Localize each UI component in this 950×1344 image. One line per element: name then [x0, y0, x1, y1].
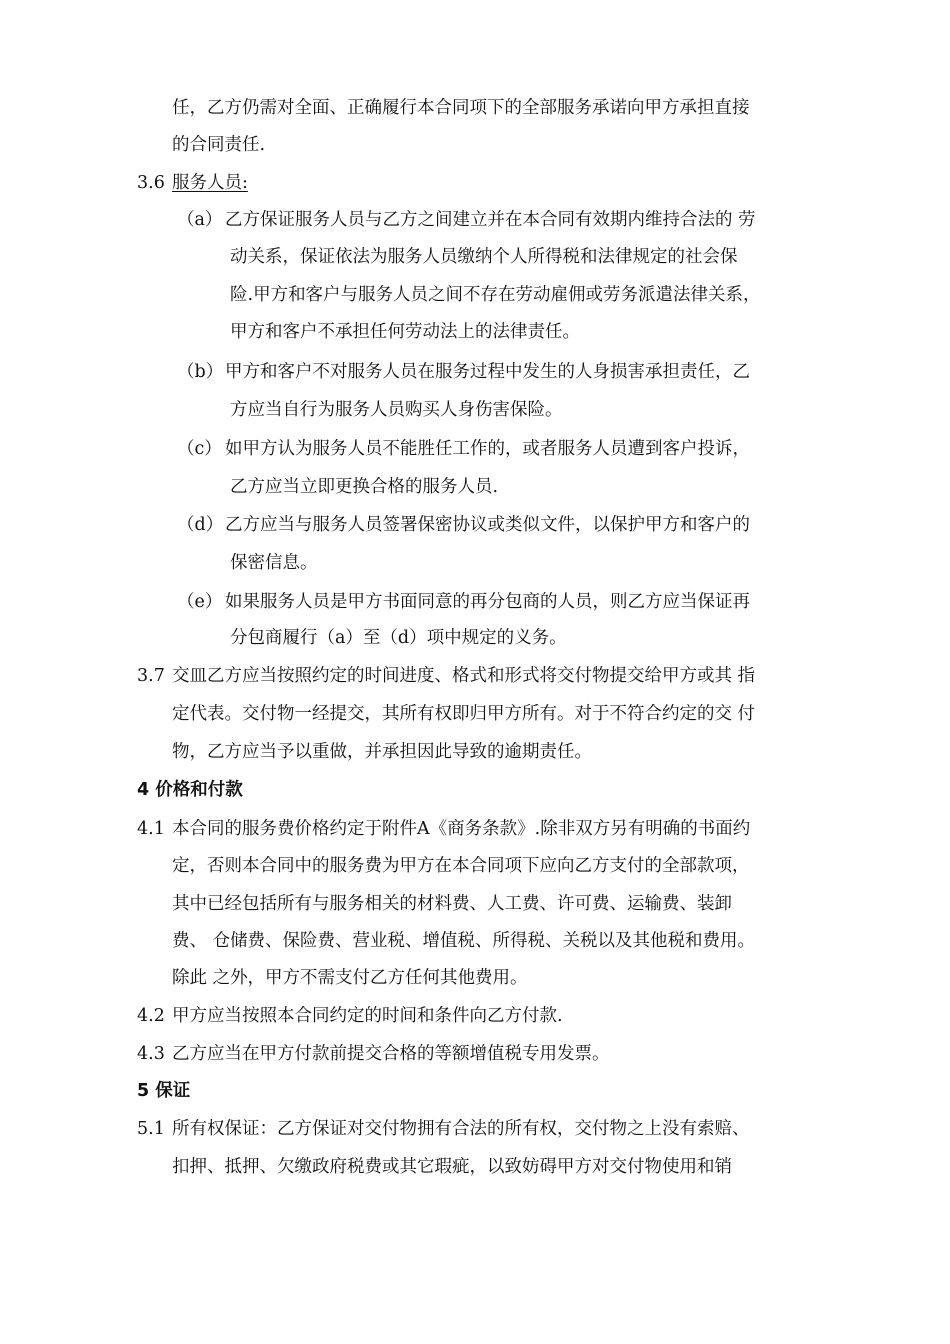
clause-4-1-line-5: 除此 之外，甲方不需支付乙方任何其他费用。	[172, 968, 528, 988]
clause-number-5-1: 5.1	[137, 1119, 165, 1139]
item-a-line-3: 险.甲方和客户与服务人员之间不存在劳动雇佣或劳务派遣法律关系，	[230, 285, 761, 305]
item-d-line-2: 保密信息。	[230, 553, 318, 573]
item-e-line-2: 分包商履行（a）至（d）项中规定的义务。	[230, 628, 567, 648]
item-a-line-1: 乙方保证服务人员与乙方之间建立并在本合同有效期内维持合法的 劳	[225, 210, 756, 230]
clause-3-7-line-3: 物，乙方应当予以重做，并承担因此导致的逾期责任。	[172, 742, 592, 762]
clause-number-3-6: 3.6	[137, 173, 165, 193]
clause-heading-3-6: 服务人员:	[172, 173, 248, 193]
clause-number-4-1: 4.1	[137, 819, 165, 839]
intro-line-2: 的合同责任.	[172, 135, 266, 155]
clause-4-3-text: 乙方应当在甲方付款前提交合格的等额增值税专用发票。	[172, 1044, 610, 1064]
section-heading-5: 5 保证	[137, 1081, 191, 1101]
clause-3-7-line-1: 交皿乙方应当按照约定的时间进度、格式和形式将交付物提交给甲方或其 指	[172, 666, 756, 686]
item-b-line-2: 方应当自行为服务人员购买人身伤害保险。	[230, 400, 563, 420]
clause-3-7-line-2: 定代表。交付物一经提交，其所有权即归甲方所有。对于不符合约定的交 付	[172, 704, 756, 724]
item-c-line-2: 乙方应当立即更换合格的服务人员.	[230, 477, 499, 497]
item-label-c: （c）	[177, 439, 222, 459]
clause-4-1-line-4: 费、 仓储费、保险费、营业税、增值税、所得税、关税以及其他税和费用。	[172, 931, 756, 951]
item-label-d: （d）	[177, 515, 224, 535]
clause-4-1-line-3: 其中已经包括所有与服务相关的材料费、人工费、许可费、运输费、装卸	[172, 894, 732, 914]
clause-5-1-line-1: 所有权保证：乙方保证对交付物拥有合法的所有权，交付物之上没有索赔、	[172, 1119, 750, 1139]
item-a-line-4: 甲方和客户不承担任何劳动法上的法律责任。	[230, 322, 580, 342]
intro-line-1: 任，乙方仍需对全面、正确履行本合同项下的全部服务承诺向甲方承担直接	[172, 98, 750, 118]
item-label-e: （e）	[177, 592, 223, 612]
item-d-line-1: 乙方应当与服务人员签署保密协议或类似文件，以保护甲方和客户的	[225, 515, 750, 535]
item-e-line-1: 如果服务人员是甲方书面同意的再分包商的人员，则乙方应当保证再	[225, 592, 750, 612]
clause-number-3-7: 3.7	[137, 666, 165, 686]
clause-number-4-3: 4.3	[137, 1044, 165, 1064]
item-c-line-1: 如甲方认为服务人员不能胜任工作的，或者服务人员遭到客户投诉，	[225, 439, 750, 459]
clause-4-1-line-2: 定，否则本合同中的服务费为甲方在本合同项下应向乙方支付的全部款项，	[172, 856, 750, 876]
clause-4-2-text: 甲方应当按照本合同约定的时间和条件向乙方付款.	[172, 1006, 563, 1026]
clause-number-4-2: 4.2	[137, 1006, 165, 1026]
clause-5-1-line-2: 扣押、抵押、欠缴政府税费或其它瑕疵，以致妨碍甲方对交付物使用和销	[172, 1157, 732, 1177]
section-heading-4: 4 价格和付款	[137, 780, 243, 800]
item-label-b: （b）	[177, 362, 224, 382]
item-b-line-1: 甲方和客户不对服务人员在服务过程中发生的人身损害承担责任，乙	[225, 362, 750, 382]
item-a-line-2: 动关系，保证依法为服务人员缴纳个人所得税和法律规定的社会保	[230, 247, 738, 267]
item-label-a: （a）	[177, 210, 223, 230]
clause-4-1-line-1: 本合同的服务费价格约定于附件A《商务条款》.除非双方另有明确的书面约	[172, 819, 751, 839]
